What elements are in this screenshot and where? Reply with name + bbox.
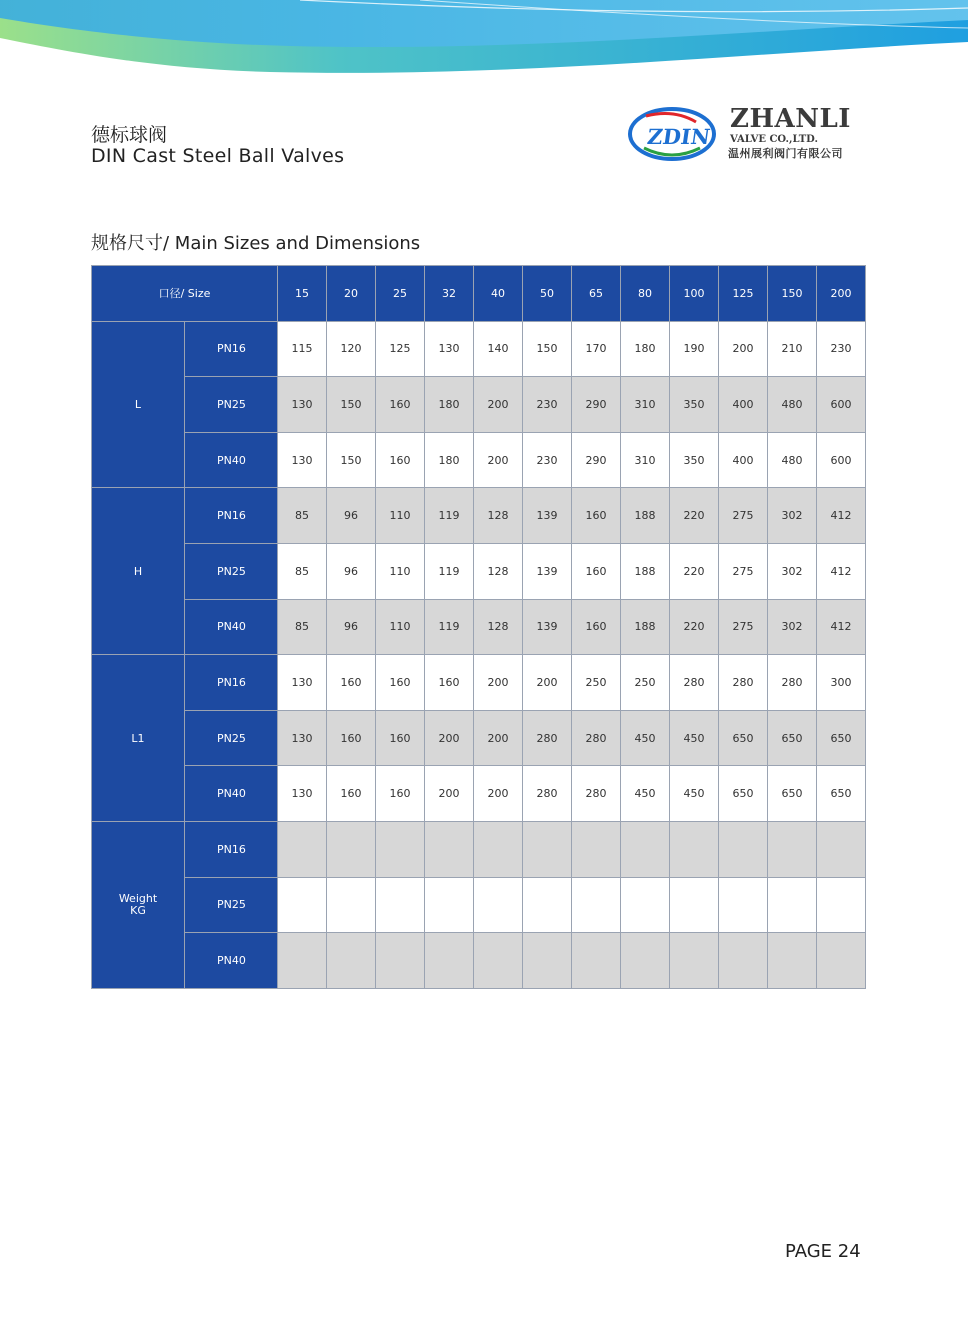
value-cell — [768, 933, 817, 989]
page-title-english: DIN Cast Steel Ball Valves — [91, 145, 345, 167]
value-cell — [621, 933, 670, 989]
value-cell: 280 — [670, 655, 719, 711]
value-cell: 160 — [376, 710, 425, 766]
value-cell: 220 — [670, 599, 719, 655]
table-row — [92, 877, 866, 933]
value-cell — [425, 933, 474, 989]
value-cell: 310 — [621, 377, 670, 433]
page-title-chinese: 德标球阀 — [91, 124, 168, 146]
table-row — [92, 821, 866, 877]
value-cell: 650 — [817, 766, 866, 822]
value-cell: 220 — [670, 543, 719, 599]
brand-subtitle: VALVE CO.,LTD. — [730, 134, 818, 145]
group-label: L1 — [131, 731, 145, 745]
value-cell — [670, 877, 719, 933]
size-header-cell: 口径/ Size — [92, 266, 278, 322]
table-row — [92, 933, 866, 989]
value-cell: 140 — [474, 321, 523, 377]
pressure-class-cell: PN40 — [185, 933, 278, 989]
pressure-class-cell: PN40 — [185, 432, 278, 488]
value-cell: 280 — [719, 655, 768, 711]
value-cell — [768, 877, 817, 933]
group-label-unit: KG — [130, 904, 146, 918]
value-cell — [278, 933, 327, 989]
value-cell: 450 — [621, 766, 670, 822]
value-cell: 180 — [621, 321, 670, 377]
zhanli-emblem-icon — [628, 104, 718, 164]
value-cell — [523, 877, 572, 933]
value-cell: 160 — [376, 432, 425, 488]
value-cell: 110 — [376, 599, 425, 655]
value-cell: 310 — [621, 432, 670, 488]
value-cell: 180 — [425, 432, 474, 488]
size-column-header: 200 — [817, 266, 866, 322]
value-cell: 400 — [719, 377, 768, 433]
value-cell: 160 — [327, 655, 376, 711]
value-cell: 250 — [621, 655, 670, 711]
section-title: 规格尺寸/ Main Sizes and Dimensions — [91, 233, 421, 254]
value-cell: 200 — [425, 766, 474, 822]
pressure-class-cell: PN40 — [185, 599, 278, 655]
value-cell: 130 — [278, 655, 327, 711]
pressure-class-cell: PN25 — [185, 543, 278, 599]
value-cell — [278, 877, 327, 933]
value-cell: 600 — [817, 432, 866, 488]
page-number: PAGE 24 — [785, 1241, 861, 1262]
value-cell: 130 — [278, 432, 327, 488]
value-cell — [278, 821, 327, 877]
value-cell — [425, 821, 474, 877]
table-row — [92, 710, 866, 766]
table-row — [92, 599, 866, 655]
value-cell: 280 — [572, 766, 621, 822]
value-cell: 115 — [278, 321, 327, 377]
table-row — [92, 377, 866, 433]
brand-name: ZHANLI — [730, 104, 851, 134]
value-cell: 96 — [327, 543, 376, 599]
value-cell: 600 — [817, 377, 866, 433]
table-header-row — [92, 266, 866, 322]
value-cell: 130 — [278, 766, 327, 822]
value-cell: 160 — [425, 655, 474, 711]
value-cell: 480 — [768, 432, 817, 488]
value-cell: 200 — [474, 766, 523, 822]
value-cell: 160 — [376, 655, 425, 711]
table-row — [92, 766, 866, 822]
value-cell: 160 — [572, 543, 621, 599]
value-cell — [474, 877, 523, 933]
table-row — [92, 655, 866, 711]
size-column-header: 150 — [768, 266, 817, 322]
value-cell: 650 — [768, 710, 817, 766]
value-cell — [817, 877, 866, 933]
value-cell: 302 — [768, 488, 817, 544]
value-cell — [523, 821, 572, 877]
group-label: Weight — [118, 892, 158, 906]
company-logo — [628, 104, 873, 166]
dimensions-table — [91, 265, 866, 989]
value-cell: 275 — [719, 543, 768, 599]
value-cell — [572, 877, 621, 933]
value-cell: 110 — [376, 488, 425, 544]
value-cell: 190 — [670, 321, 719, 377]
value-cell: 130 — [425, 321, 474, 377]
value-cell: 130 — [278, 377, 327, 433]
value-cell: 200 — [523, 655, 572, 711]
value-cell: 160 — [327, 710, 376, 766]
value-cell: 250 — [572, 655, 621, 711]
size-column-header: 100 — [670, 266, 719, 322]
value-cell: 120 — [327, 321, 376, 377]
group-label-cell — [92, 321, 185, 488]
group-label: L — [134, 397, 142, 411]
value-cell: 139 — [523, 599, 572, 655]
size-column-header: 80 — [621, 266, 670, 322]
value-cell — [523, 933, 572, 989]
value-cell: 350 — [670, 432, 719, 488]
size-column-header: 32 — [425, 266, 474, 322]
value-cell — [719, 821, 768, 877]
pressure-class-cell: PN40 — [185, 766, 278, 822]
value-cell: 220 — [670, 488, 719, 544]
value-cell — [621, 877, 670, 933]
group-label: H — [133, 564, 143, 578]
value-cell: 412 — [817, 599, 866, 655]
value-cell: 300 — [817, 655, 866, 711]
value-cell: 188 — [621, 543, 670, 599]
value-cell: 280 — [523, 710, 572, 766]
pressure-class-cell: PN16 — [185, 655, 278, 711]
value-cell: 230 — [523, 432, 572, 488]
value-cell: 412 — [817, 543, 866, 599]
value-cell — [376, 821, 425, 877]
size-column-header: 15 — [278, 266, 327, 322]
value-cell: 290 — [572, 432, 621, 488]
value-cell: 128 — [474, 599, 523, 655]
value-cell: 150 — [327, 432, 376, 488]
value-cell: 302 — [768, 543, 817, 599]
value-cell: 200 — [474, 655, 523, 711]
table-row — [92, 543, 866, 599]
table-row — [92, 488, 866, 544]
value-cell: 130 — [278, 710, 327, 766]
value-cell: 139 — [523, 543, 572, 599]
value-cell: 275 — [719, 488, 768, 544]
value-cell: 180 — [425, 377, 474, 433]
value-cell — [621, 821, 670, 877]
group-label-cell — [92, 821, 185, 988]
value-cell — [327, 821, 376, 877]
value-cell: 200 — [474, 432, 523, 488]
value-cell: 119 — [425, 543, 474, 599]
table-row — [92, 432, 866, 488]
value-cell — [474, 933, 523, 989]
value-cell: 128 — [474, 543, 523, 599]
pressure-class-cell: PN25 — [185, 877, 278, 933]
value-cell — [572, 933, 621, 989]
value-cell: 200 — [474, 377, 523, 433]
value-cell: 160 — [376, 377, 425, 433]
value-cell: 350 — [670, 377, 719, 433]
value-cell — [376, 933, 425, 989]
pressure-class-cell: PN25 — [185, 377, 278, 433]
value-cell: 650 — [768, 766, 817, 822]
value-cell: 280 — [572, 710, 621, 766]
value-cell — [474, 821, 523, 877]
size-column-header: 50 — [523, 266, 572, 322]
value-cell: 450 — [670, 766, 719, 822]
value-cell: 275 — [719, 599, 768, 655]
size-column-header: 125 — [719, 266, 768, 322]
value-cell — [768, 821, 817, 877]
value-cell: 400 — [719, 432, 768, 488]
value-cell: 650 — [817, 710, 866, 766]
value-cell: 119 — [425, 488, 474, 544]
value-cell — [425, 877, 474, 933]
value-cell: 188 — [621, 488, 670, 544]
group-label-cell — [92, 655, 185, 822]
value-cell: 160 — [327, 766, 376, 822]
pressure-class-cell: PN16 — [185, 321, 278, 377]
value-cell: 450 — [670, 710, 719, 766]
value-cell: 480 — [768, 377, 817, 433]
value-cell: 280 — [523, 766, 572, 822]
table-row — [92, 321, 866, 377]
value-cell: 139 — [523, 488, 572, 544]
value-cell: 125 — [376, 321, 425, 377]
pressure-class-cell: PN16 — [185, 821, 278, 877]
size-column-header: 40 — [474, 266, 523, 322]
value-cell: 96 — [327, 488, 376, 544]
value-cell: 412 — [817, 488, 866, 544]
value-cell: 160 — [376, 766, 425, 822]
brand-chinese-name: 温州展利阀门有限公司 — [728, 147, 843, 160]
value-cell: 290 — [572, 377, 621, 433]
value-cell: 210 — [768, 321, 817, 377]
emblem-text: ZDIN — [645, 124, 712, 149]
value-cell: 230 — [817, 321, 866, 377]
value-cell: 280 — [768, 655, 817, 711]
value-cell — [719, 933, 768, 989]
value-cell: 650 — [719, 766, 768, 822]
value-cell — [572, 821, 621, 877]
value-cell: 150 — [523, 321, 572, 377]
value-cell: 200 — [474, 710, 523, 766]
value-cell: 188 — [621, 599, 670, 655]
pressure-class-cell: PN16 — [185, 488, 278, 544]
value-cell — [719, 877, 768, 933]
group-label-cell — [92, 488, 185, 655]
value-cell: 160 — [572, 599, 621, 655]
value-cell — [670, 933, 719, 989]
value-cell: 650 — [719, 710, 768, 766]
value-cell — [670, 821, 719, 877]
value-cell: 85 — [278, 543, 327, 599]
value-cell: 119 — [425, 599, 474, 655]
size-column-header: 65 — [572, 266, 621, 322]
value-cell — [817, 821, 866, 877]
value-cell — [817, 933, 866, 989]
value-cell: 85 — [278, 488, 327, 544]
value-cell: 230 — [523, 377, 572, 433]
pressure-class-cell: PN25 — [185, 710, 278, 766]
value-cell: 96 — [327, 599, 376, 655]
value-cell: 170 — [572, 321, 621, 377]
size-column-header: 25 — [376, 266, 425, 322]
value-cell — [327, 877, 376, 933]
value-cell: 160 — [572, 488, 621, 544]
value-cell: 200 — [719, 321, 768, 377]
size-column-header: 20 — [327, 266, 376, 322]
header-wave-decoration — [0, 0, 968, 80]
value-cell: 450 — [621, 710, 670, 766]
value-cell — [327, 933, 376, 989]
value-cell: 110 — [376, 543, 425, 599]
value-cell: 128 — [474, 488, 523, 544]
value-cell: 302 — [768, 599, 817, 655]
value-cell: 150 — [327, 377, 376, 433]
value-cell — [376, 877, 425, 933]
value-cell: 200 — [425, 710, 474, 766]
value-cell: 85 — [278, 599, 327, 655]
